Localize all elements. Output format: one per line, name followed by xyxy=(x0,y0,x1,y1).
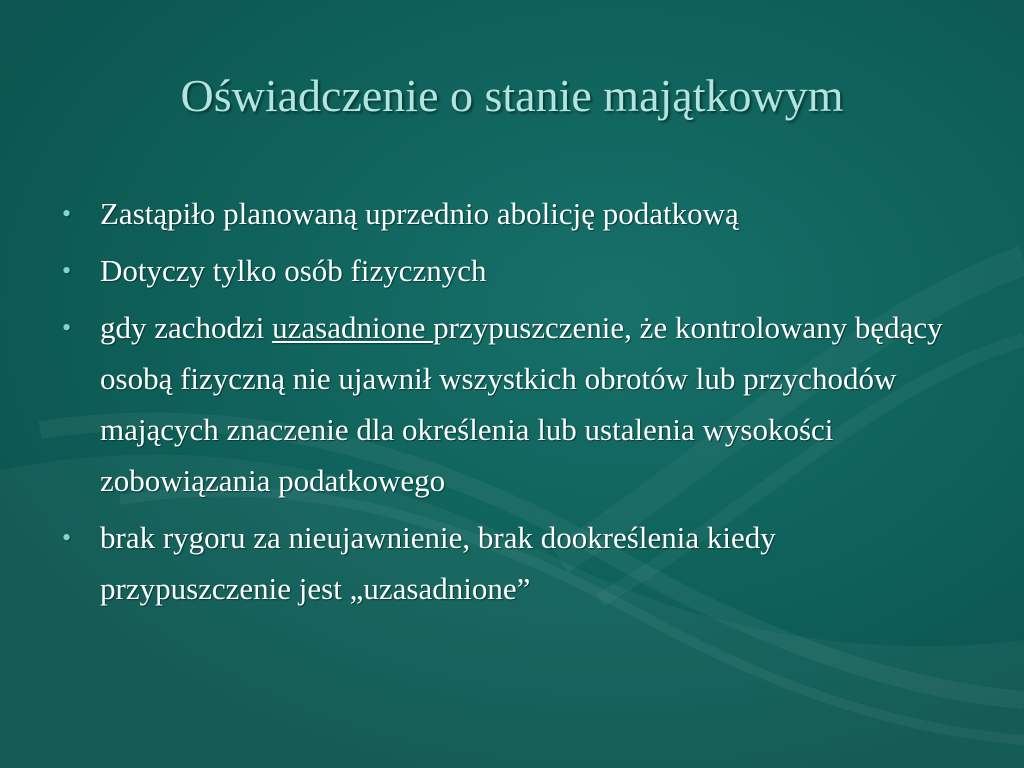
bullet-list xyxy=(62,188,962,620)
bullet-item xyxy=(62,188,962,239)
bullet-text: brak rygoru za nieujawnienie, brak dookreślenia kiedy przypuszczenie jest „uzasadnione” xyxy=(100,520,776,606)
bullet-marker: • xyxy=(62,313,72,342)
bullet-item xyxy=(62,512,962,614)
slide-title: Oświadczenie o stanie majątkowym xyxy=(180,70,844,121)
bullet-text-underlined: uzasadnione xyxy=(272,310,434,345)
bullet-text-after: przypuszczenie, że kontrolowany będący osobą fizyczną nie ujawnił wszystkich obrotów lub przychodów mających znaczenie dla określenia lub ustalenia wysokości zobowiązania podatkowego xyxy=(100,310,943,498)
bullet-item xyxy=(62,245,962,296)
bullet-item xyxy=(62,302,962,506)
bullet-text-before: gdy zachodzi xyxy=(100,310,273,345)
bullet-marker: • xyxy=(62,523,72,552)
bullet-text: Zastąpiło planowaną uprzednio abolicję podatkową xyxy=(100,196,739,231)
bullet-marker: • xyxy=(62,199,72,228)
bullet-text: Dotyczy tylko osób fizycznych xyxy=(100,253,487,288)
bullet-marker: • xyxy=(62,256,72,285)
